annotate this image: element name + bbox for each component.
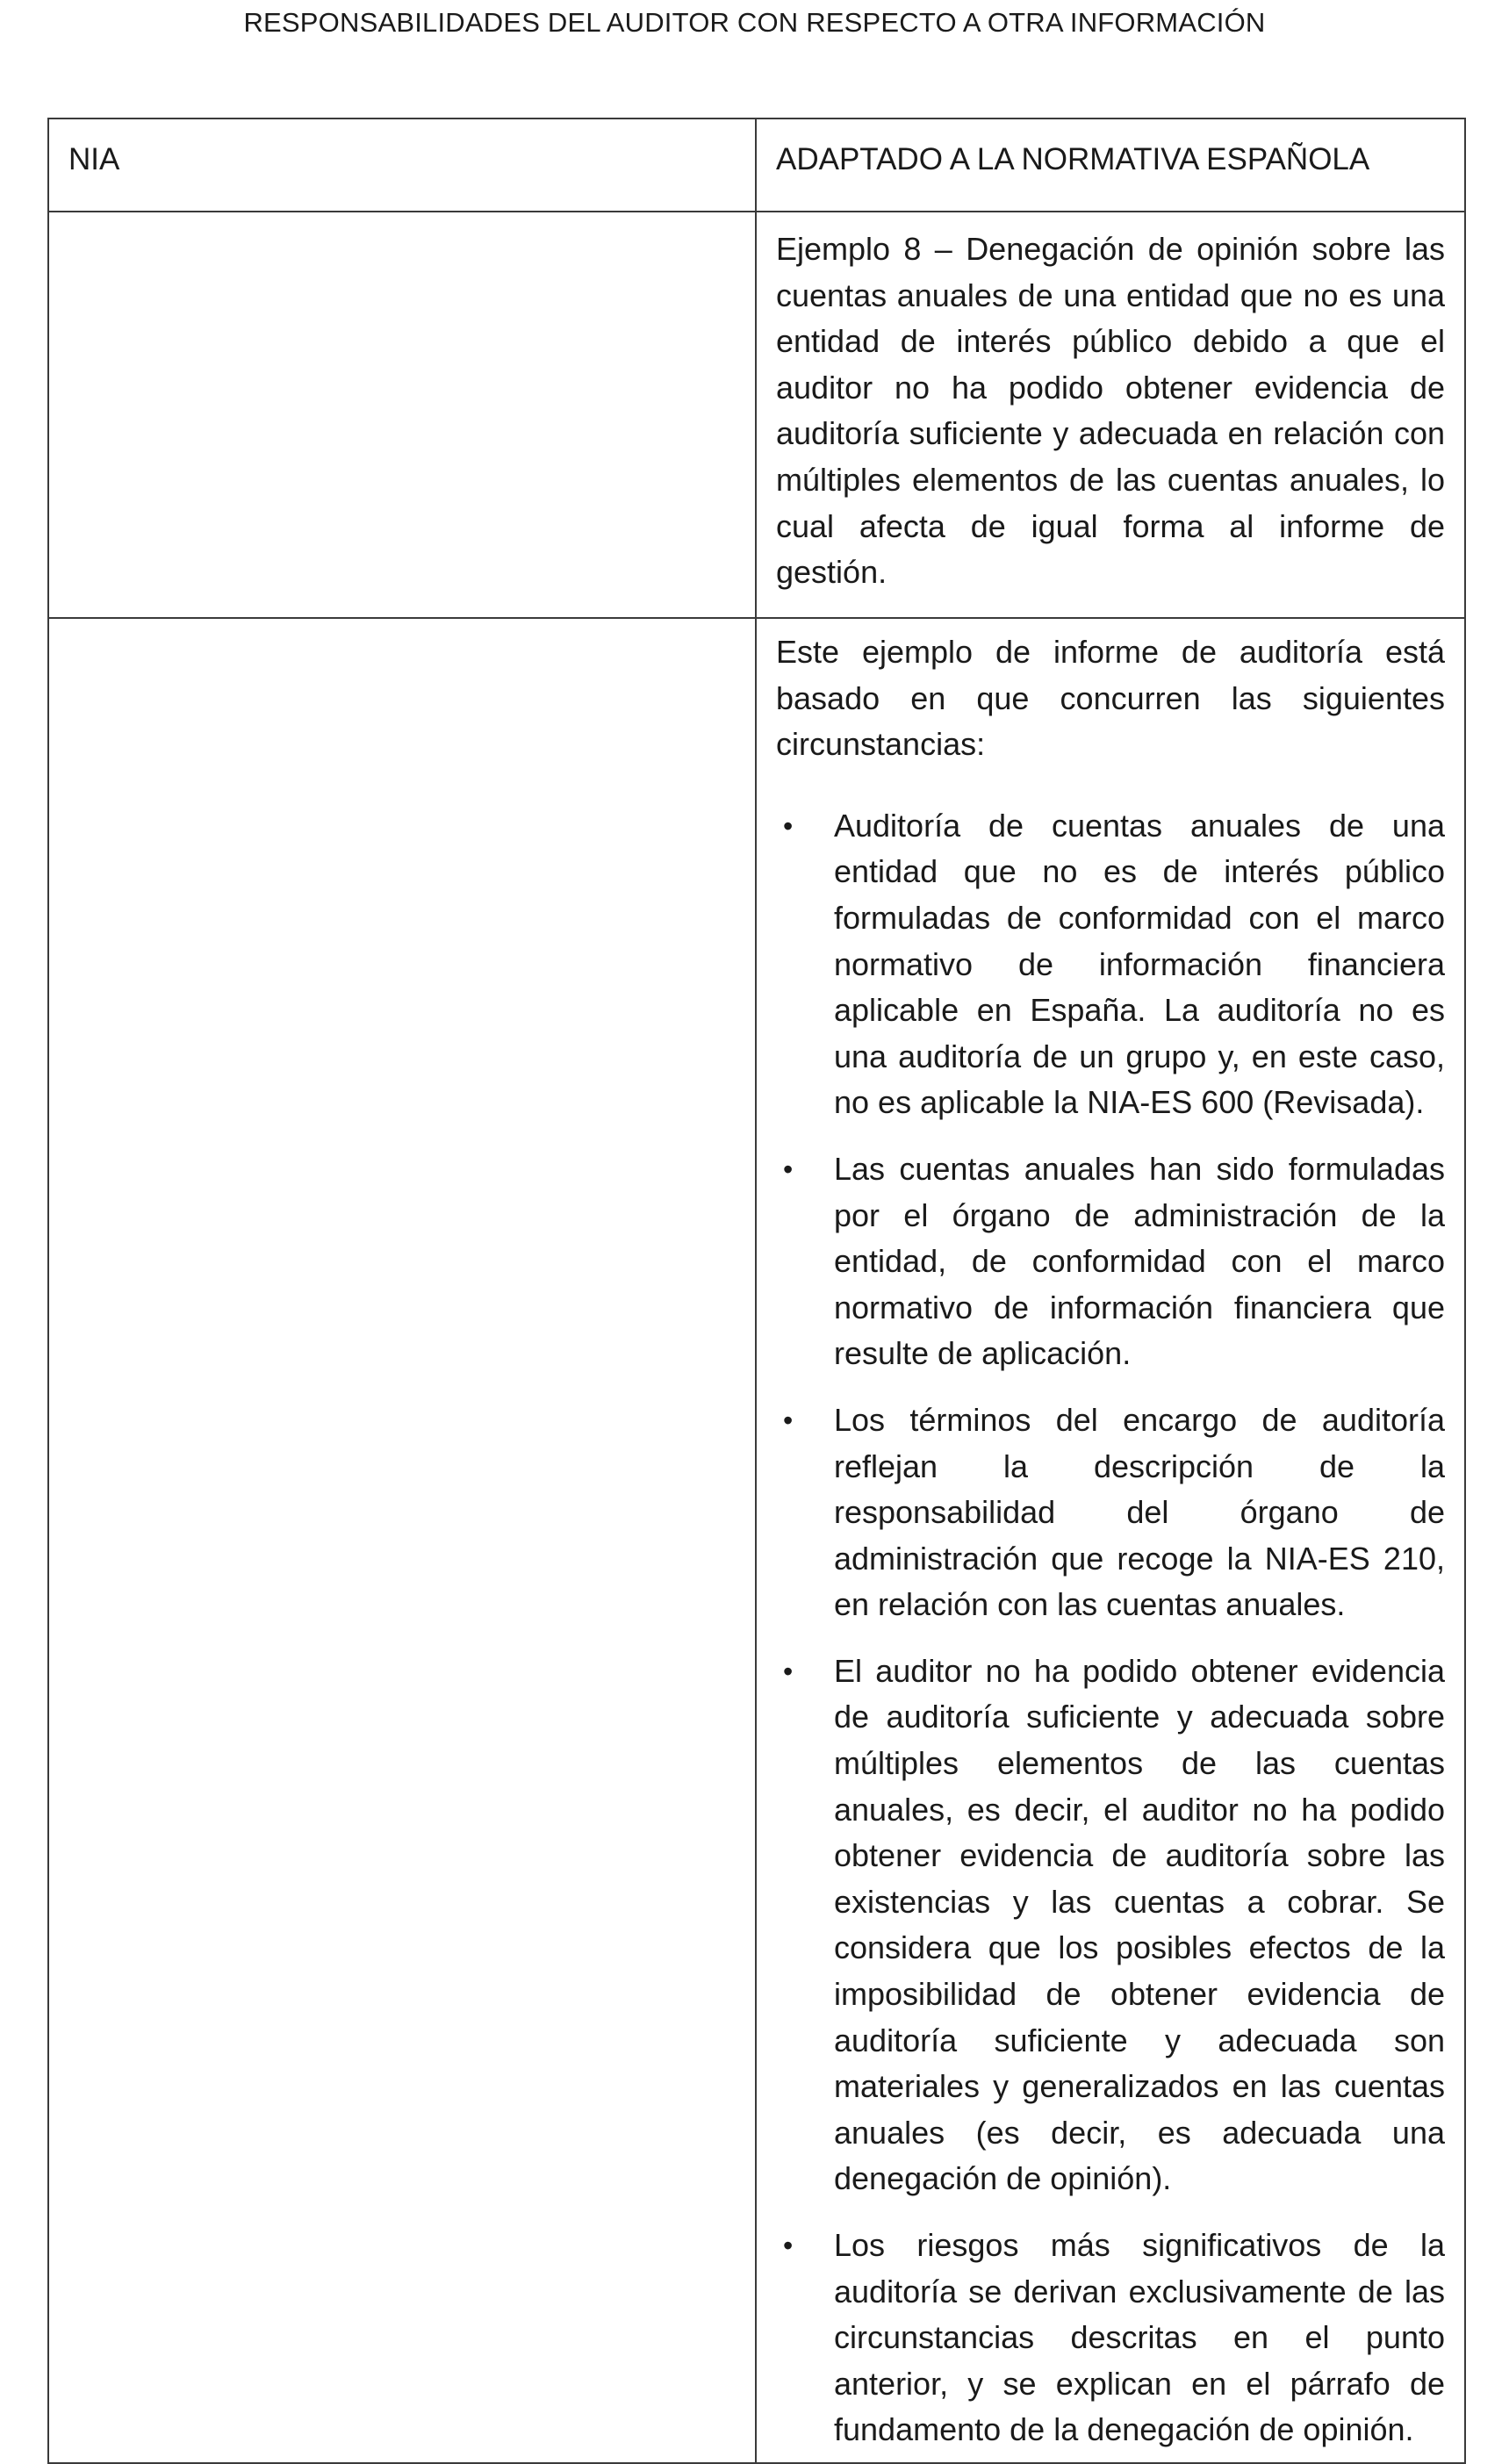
example-title-cell (756, 212, 1465, 618)
list-item (776, 1146, 1464, 1377)
bullet-icon: • (783, 809, 794, 842)
bullet-icon: • (783, 1153, 794, 1185)
header-adaptado: ADAPTADO A LA NORMATIVA ESPAÑOLA (756, 119, 1465, 212)
comparison-table (47, 118, 1466, 2464)
circumstances-list (776, 803, 1464, 2453)
list-item-text: Auditoría de cuentas anuales de una entidad que no es de interés público formuladas de conformidad con el marco normativo de información financiera aplicable en España. La auditoría no es una auditoría de un grupo y, en este caso, no es aplicable la NIA-ES 600 (Revisada). (834, 807, 1445, 1121)
list-item-text: Los riesgos más significativos de la auditoría se derivan exclusivamente de las circunstancias descritas en el punto anterior, y se explican en el párrafo de fundamento de la denegación de opinión. (834, 2227, 1445, 2448)
bullet-icon: • (783, 1404, 794, 1436)
list-item (776, 2223, 1464, 2453)
page-header: RESPONSABILIDADES DEL AUDITOR CON RESPECTO A OTRA INFORMACIÓN (243, 7, 1266, 38)
bullet-icon: • (783, 1655, 794, 1687)
circumstances-cell (756, 618, 1465, 2463)
nia-cell-empty (48, 212, 756, 618)
bullet-icon: • (783, 2230, 794, 2261)
header-nia: NIA (48, 119, 756, 212)
example-title: Ejemplo 8 – Denegación de opinión sobre las cuentas anuales de una entidad que no es una entidad de interés público debido a que el auditor no ha podido obtener evidencia de auditoría suficiente y adecuada en relación con múltiples elementos de las cuentas anuales, lo cual afecta de igual forma al informe de gestión. (776, 231, 1445, 591)
nia-cell-empty (48, 618, 756, 2463)
table-header-row (48, 119, 1465, 212)
table-row (48, 212, 1465, 618)
list-item (776, 1397, 1464, 1628)
list-item (776, 803, 1464, 1126)
list-item (776, 1649, 1464, 2202)
list-item-text: Las cuentas anuales han sido formuladas por el órgano de administración de la entidad, de conformidad con el marco normativo de información financiera que resulte de aplicación. (834, 1150, 1445, 1372)
table-row (48, 618, 1465, 2463)
intro-paragraph: Este ejemplo de informe de auditoría está basado en que concurren las siguientes circunstancias: (776, 634, 1445, 763)
list-item-text: El auditor no ha podido obtener evidencia de auditoría suficiente y adecuada sobre múltiples elementos de las cuentas anuales, es decir, el auditor no ha podido obtener evidencia de auditoría sobre las existencias y las cuentas a cobrar. Se considera que los posibles efectos de la imposibilidad de obtener evidencia de auditoría suficiente y adecuada son materiales y generalizados en las cuentas anuales (es decir, es adecuada una denegación de opinión). (834, 1652, 1445, 2197)
list-item-text: Los términos del encargo de auditoría reflejan la descripción de la responsabilidad del órgano de administración que recoge la NIA-ES 210, en relación con las cuentas anuales. (834, 1401, 1445, 1623)
